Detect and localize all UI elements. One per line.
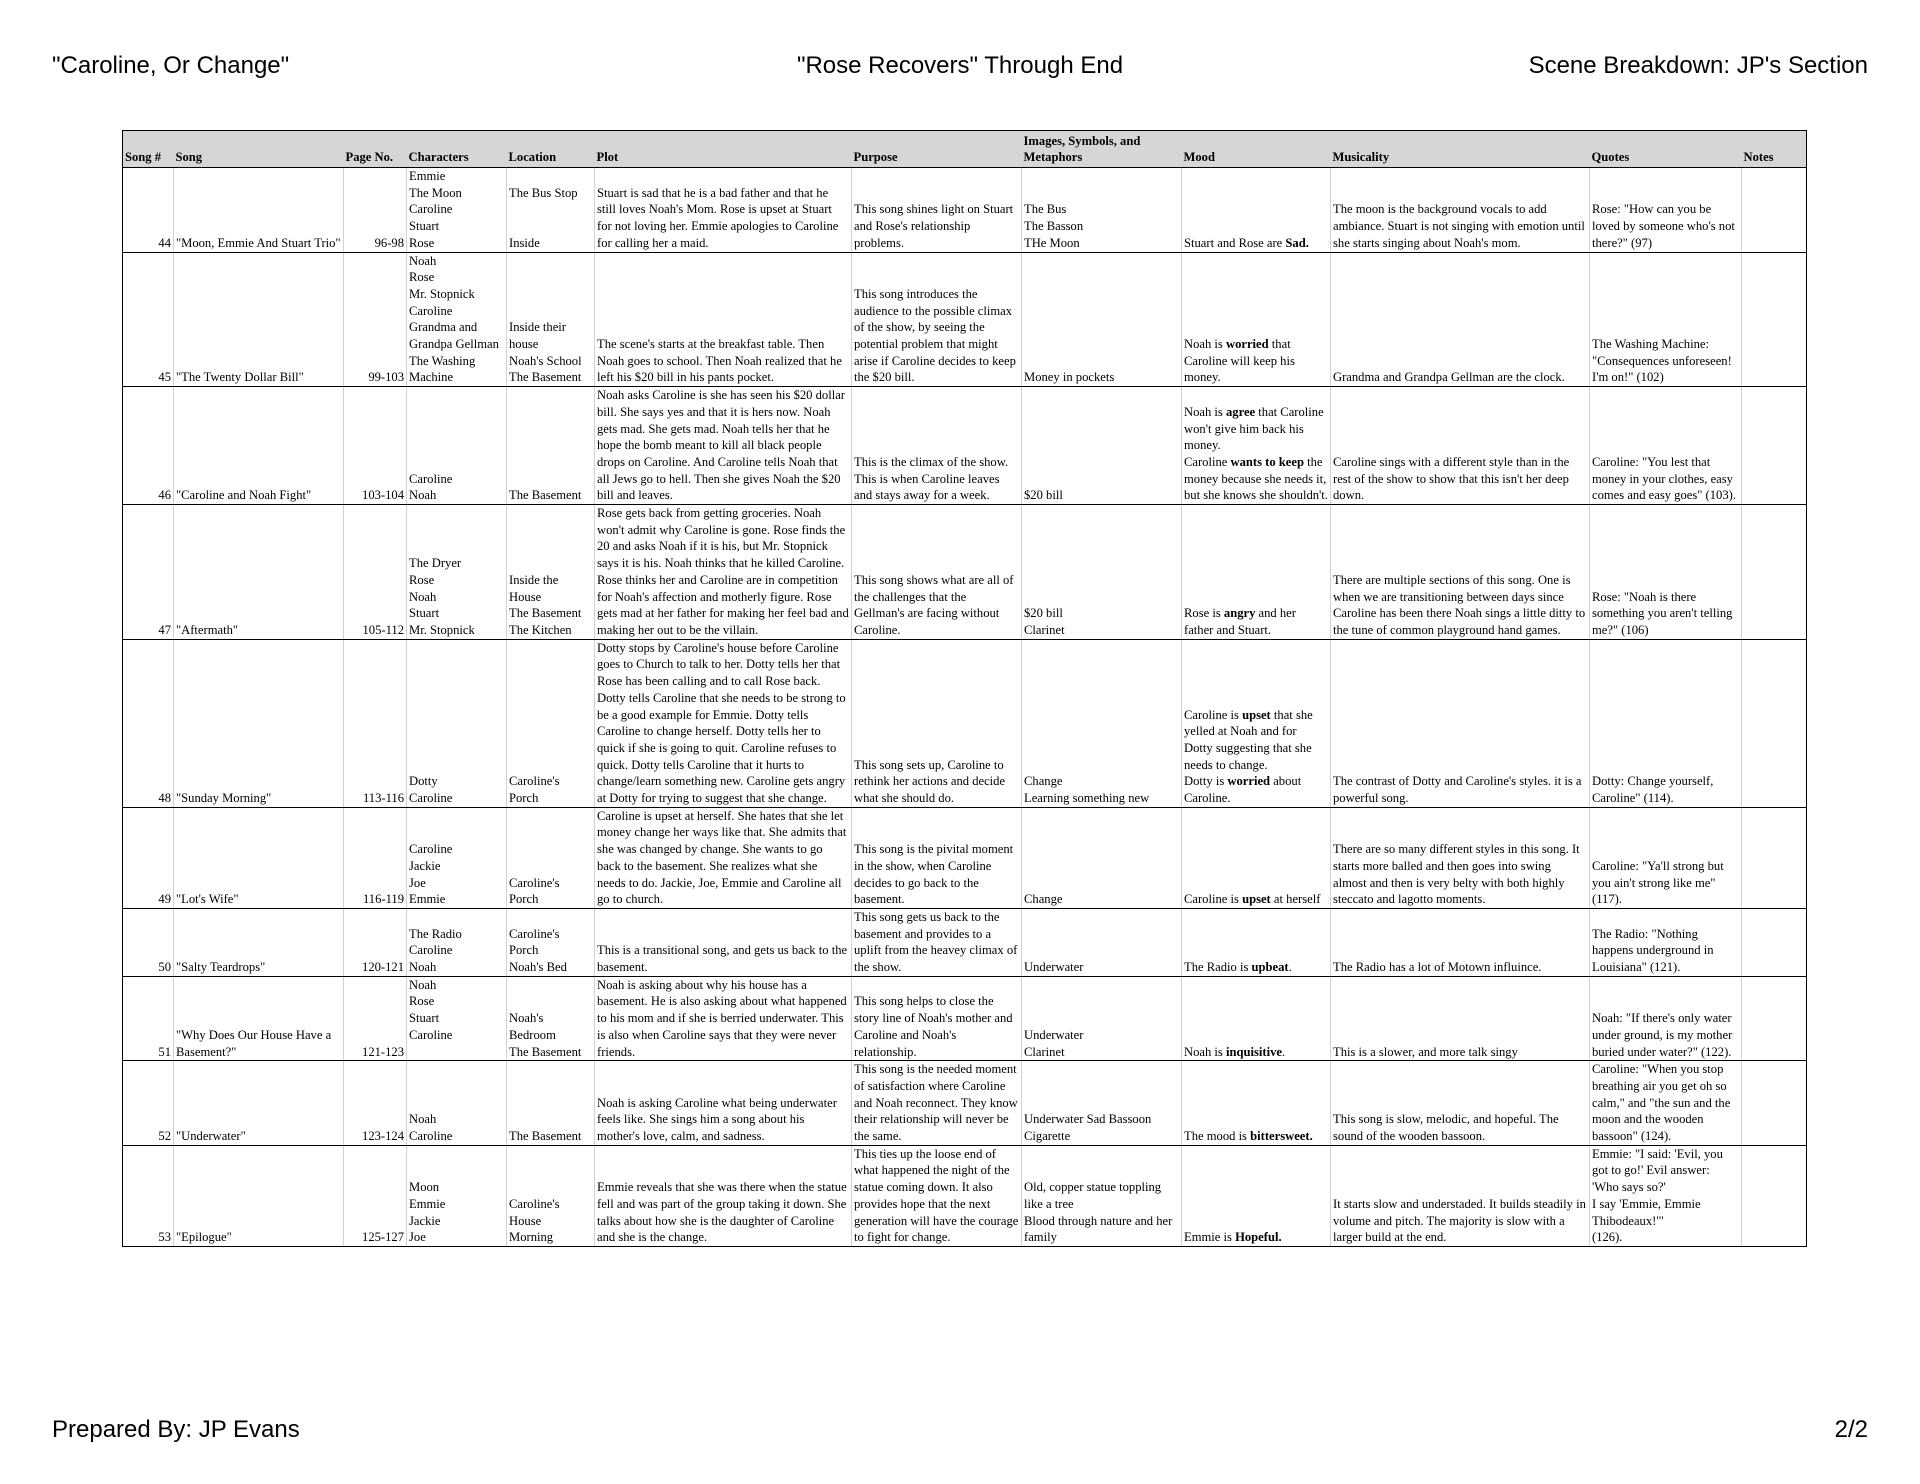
cell-page-numbers: 125-127 bbox=[344, 1145, 407, 1246]
cell-purpose: This is the climax of the show. This is when Caroline leaves and stays away for a week. bbox=[852, 387, 1022, 505]
cell-song-number: 51 bbox=[123, 976, 174, 1061]
mood-emphasis: upset bbox=[1242, 892, 1271, 907]
cell-page-numbers: 113-116 bbox=[344, 639, 407, 807]
cell-quotes: Emmie: "I said: 'Evil, you got to go!' Evil answer: 'Who says so?' I say 'Emmie, Emmie Thibodeaux!'" (126). bbox=[1590, 1145, 1742, 1246]
cell-song-title: "Moon, Emmie And Stuart Trio" bbox=[174, 168, 344, 253]
mood-emphasis: Sad. bbox=[1285, 235, 1309, 250]
col-header-page-no: Page No. bbox=[344, 131, 407, 168]
cell-mood bbox=[1182, 387, 1331, 505]
table-row bbox=[123, 387, 1807, 505]
cell-page-numbers: 105-112 bbox=[344, 505, 407, 640]
table-row bbox=[123, 505, 1807, 640]
cell-plot: Noah is asking about why his house has a basement. He is also asking about what happened to his mom and if she is berried underwater. This is also when Caroline says that they were never friends. bbox=[595, 976, 852, 1061]
cell-plot: This is a transitional song, and gets us back to the basement. bbox=[595, 908, 852, 976]
cell-location: Noah's Bedroom The Basement bbox=[507, 976, 595, 1061]
cell-notes bbox=[1742, 1145, 1807, 1246]
mood-text: Caroline is bbox=[1184, 892, 1243, 907]
cell-characters: Noah Caroline bbox=[407, 1061, 507, 1146]
mood-text: at herself bbox=[1270, 892, 1321, 907]
cell-characters: Caroline Noah bbox=[407, 387, 507, 505]
mood-emphasis: worried bbox=[1225, 337, 1269, 352]
col-header-purpose: Purpose bbox=[852, 131, 1022, 168]
cell-images-symbols: Change bbox=[1022, 807, 1182, 908]
cell-musicality: This song is slow, melodic, and hopeful. The sound of the wooden bassoon. bbox=[1331, 1061, 1590, 1146]
cell-song-title: "Aftermath" bbox=[174, 505, 344, 640]
cell-location: The Bus Stop Inside bbox=[507, 168, 595, 253]
cell-song-number: 45 bbox=[123, 252, 174, 387]
cell-page-numbers: 99-103 bbox=[344, 252, 407, 387]
cell-quotes: Noah: "If there's only water under ground, is my mother buried under water?" (122). bbox=[1590, 976, 1742, 1061]
cell-song-title: "Lot's Wife" bbox=[174, 807, 344, 908]
cell-characters: The Dryer Rose Noah Stuart Mr. Stopnick bbox=[407, 505, 507, 640]
cell-page-numbers: 96-98 bbox=[344, 168, 407, 253]
cell-images-symbols: The Bus The Basson THe Moon bbox=[1022, 168, 1182, 253]
cell-notes bbox=[1742, 908, 1807, 976]
cell-purpose: This song gets us back to the basement and provides to a uplift from the heavey climax of the show. bbox=[852, 908, 1022, 976]
cell-notes bbox=[1742, 976, 1807, 1061]
col-header-plot: Plot bbox=[595, 131, 852, 168]
cell-notes bbox=[1742, 168, 1807, 253]
col-header-song: Song bbox=[174, 131, 344, 168]
mood-text: The mood is bbox=[1184, 1129, 1251, 1144]
cell-characters: Noah Rose Stuart Caroline bbox=[407, 976, 507, 1061]
cell-song-title: "Caroline and Noah Fight" bbox=[174, 387, 344, 505]
mood-text: the money because she needs it, but she knows she shouldn't. bbox=[1184, 454, 1328, 503]
cell-song-number: 47 bbox=[123, 505, 174, 640]
col-header-location: Location bbox=[507, 131, 595, 168]
cell-mood bbox=[1182, 976, 1331, 1061]
mood-emphasis: angry bbox=[1223, 606, 1256, 621]
table-row bbox=[123, 1145, 1807, 1246]
mood-text: Noah is bbox=[1184, 337, 1226, 352]
mood-text: about Caroline. bbox=[1184, 774, 1302, 806]
cell-location: Caroline's House Morning bbox=[507, 1145, 595, 1246]
table-row bbox=[123, 807, 1807, 908]
col-header-mood: Mood bbox=[1182, 131, 1331, 168]
mood-emphasis: wants to keep bbox=[1230, 454, 1304, 469]
cell-mood bbox=[1182, 252, 1331, 387]
cell-notes bbox=[1742, 639, 1807, 807]
cell-page-numbers: 121-123 bbox=[344, 976, 407, 1061]
cell-images-symbols: Change Learning something new bbox=[1022, 639, 1182, 807]
table-row bbox=[123, 976, 1807, 1061]
cell-plot: Noah is asking Caroline what being underwater feels like. She sings him a song about his mother's love, calm, and sadness. bbox=[595, 1061, 852, 1146]
cell-quotes: Caroline: "Ya'll strong but you ain't strong like me" (117). bbox=[1590, 807, 1742, 908]
cell-musicality: Grandma and Grandpa Gellman are the clock. bbox=[1331, 252, 1590, 387]
cell-mood bbox=[1182, 807, 1331, 908]
mood-emphasis: worried bbox=[1227, 774, 1271, 789]
cell-musicality: Caroline sings with a different style than in the rest of the show to show that this isn't her deep down. bbox=[1331, 387, 1590, 505]
mood-text: . bbox=[1281, 1044, 1286, 1059]
mood-text: that Caroline will keep his money. bbox=[1184, 337, 1295, 385]
mood-emphasis: upset bbox=[1242, 707, 1271, 722]
cell-song-title: "Epilogue" bbox=[174, 1145, 344, 1246]
col-header-quotes: Quotes bbox=[1590, 131, 1742, 168]
cell-quotes: The Radio: "Nothing happens underground in Louisiana" (121). bbox=[1590, 908, 1742, 976]
cell-page-numbers: 103-104 bbox=[344, 387, 407, 505]
cell-song-number: 48 bbox=[123, 639, 174, 807]
cell-quotes: Rose: "Noah is there something you aren't telling me?" (106) bbox=[1590, 505, 1742, 640]
cell-quotes: Rose: "How can you be loved by someone who's not there?" (97) bbox=[1590, 168, 1742, 253]
cell-song-number: 53 bbox=[123, 1145, 174, 1246]
cell-images-symbols: $20 bill Clarinet bbox=[1022, 505, 1182, 640]
cell-quotes: Caroline: "When you stop breathing air you get oh so calm," and "the sun and the moon and the wooden bassoon" (124). bbox=[1590, 1061, 1742, 1146]
cell-plot: Caroline is upset at herself. She hates that she let money change her ways like that. She admits that she was changed by change. She wants to go back to the basement. She realizes what she needs to do. Jackie, Joe, Emmie and Caroline all go to church. bbox=[595, 807, 852, 908]
cell-song-title: "Salty Teardrops" bbox=[174, 908, 344, 976]
cell-location: Caroline's Porch Noah's Bed bbox=[507, 908, 595, 976]
cell-characters: The Radio Caroline Noah bbox=[407, 908, 507, 976]
cell-images-symbols: Underwater Clarinet bbox=[1022, 976, 1182, 1061]
mood-text: Noah is bbox=[1184, 1044, 1226, 1059]
cell-plot: Stuart is sad that he is a bad father and that he still loves Noah's Mom. Rose is upset at Stuart for not loving her. Emmie apologies to Caroline for calling her a maid. bbox=[595, 168, 852, 253]
cell-musicality: The contrast of Dotty and Caroline's styles. it is a powerful song. bbox=[1331, 639, 1590, 807]
cell-images-symbols: Money in pockets bbox=[1022, 252, 1182, 387]
cell-page-numbers: 123-124 bbox=[344, 1061, 407, 1146]
mood-emphasis: Hopeful. bbox=[1235, 1230, 1282, 1245]
cell-images-symbols: Old, copper statue toppling like a tree Blood through nature and her family bbox=[1022, 1145, 1182, 1246]
cell-location: Inside the House The Basement The Kitchen bbox=[507, 505, 595, 640]
mood-text: Stuart and Rose are bbox=[1184, 235, 1286, 250]
cell-musicality: The Radio has a lot of Motown influince. bbox=[1331, 908, 1590, 976]
cell-song-number: 52 bbox=[123, 1061, 174, 1146]
prepared-by: Prepared By: JP Evans bbox=[52, 1416, 300, 1443]
cell-images-symbols: Underwater bbox=[1022, 908, 1182, 976]
mood-emphasis: agree bbox=[1225, 404, 1256, 419]
cell-notes bbox=[1742, 387, 1807, 505]
mood-text: and her father and Stuart. bbox=[1184, 606, 1296, 637]
cell-song-number: 44 bbox=[123, 168, 174, 253]
mood-text: . bbox=[1288, 960, 1292, 975]
cell-location: Inside their house Noah's School The Basement bbox=[507, 252, 595, 387]
cell-location: The Basement bbox=[507, 1061, 595, 1146]
cell-song-title: "Why Does Our House Have a Basement?" bbox=[174, 976, 344, 1061]
cell-characters: Emmie The Moon Caroline Stuart Rose bbox=[407, 168, 507, 253]
cell-song-number: 49 bbox=[123, 807, 174, 908]
cell-notes bbox=[1742, 505, 1807, 640]
mood-emphasis: inquisitive bbox=[1225, 1044, 1282, 1059]
cell-quotes: Caroline: "You lest that money in your clothes, easy comes and easy goes" (103). bbox=[1590, 387, 1742, 505]
table-row bbox=[123, 168, 1807, 253]
cell-location: The Basement bbox=[507, 387, 595, 505]
cell-notes bbox=[1742, 807, 1807, 908]
cell-purpose: This song shows what are all of the challenges that the Gellman's are facing without Caroline. bbox=[852, 505, 1022, 640]
cell-mood bbox=[1182, 908, 1331, 976]
cell-song-title: "Underwater" bbox=[174, 1061, 344, 1146]
col-header-song-number: Song # bbox=[123, 131, 174, 168]
cell-musicality: It starts slow and understaded. It builds steadily in volume and pitch. The majority is slow with a larger build at the end. bbox=[1331, 1145, 1590, 1246]
cell-song-title: "Sunday Morning" bbox=[174, 639, 344, 807]
cell-characters: Caroline Jackie Joe Emmie bbox=[407, 807, 507, 908]
section-title: "Rose Recovers" Through End bbox=[796, 52, 1124, 79]
mood-emphasis: upbeat bbox=[1251, 960, 1289, 975]
mood-emphasis: bittersweet. bbox=[1250, 1129, 1313, 1144]
cell-musicality: This is a slower, and more talk singy bbox=[1331, 976, 1590, 1061]
cell-quotes: Dotty: Change yourself, Caroline" (114). bbox=[1590, 639, 1742, 807]
document-title: "Caroline, Or Change" bbox=[52, 52, 290, 79]
cell-quotes: The Washing Machine: "Consequences unforeseen! I'm on!" (102) bbox=[1590, 252, 1742, 387]
table-row bbox=[123, 1061, 1807, 1146]
cell-musicality: There are multiple sections of this song. One is when we are transitioning between days since Caroline has been there Noah sings a little ditty to the tune of common playground hand games. bbox=[1331, 505, 1590, 640]
cell-purpose: This song shines light on Stuart and Rose's relationship problems. bbox=[852, 168, 1022, 253]
cell-page-numbers: 116-119 bbox=[344, 807, 407, 908]
col-header-characters: Characters bbox=[407, 131, 507, 168]
table-row bbox=[123, 252, 1807, 387]
cell-purpose: This song is the needed moment of satisfaction where Caroline and Noah reconnect. They know their relationship will never be the same. bbox=[852, 1061, 1022, 1146]
col-header-notes: Notes bbox=[1742, 131, 1807, 168]
cell-plot: Emmie reveals that she was there when the statue fell and was part of the group taking it down. She talks about how she is the daughter of Caroline and she is the change. bbox=[595, 1145, 852, 1246]
cell-mood bbox=[1182, 1145, 1331, 1246]
col-header-musicality: Musicality bbox=[1331, 131, 1590, 168]
cell-plot: The scene's starts at the breakfast table. Then Noah goes to school. Then Noah realized that he left his $20 bill in his pants pocket. bbox=[595, 252, 852, 387]
table-row bbox=[123, 639, 1807, 807]
cell-images-symbols: $20 bill bbox=[1022, 387, 1182, 505]
cell-song-number: 50 bbox=[123, 908, 174, 976]
cell-notes bbox=[1742, 252, 1807, 387]
cell-plot: Rose gets back from getting groceries. Noah won't admit why Caroline is gone. Rose finds the 20 and asks Noah if it is his, but Mr. Stopnick says it is his. Noah thinks that he killed Caroline. Rose thinks her and Caroline are in competition for Noah's affection and motherly figure. Rose gets mad at her father for making her feel bad and making her out to be the villain. bbox=[595, 505, 852, 640]
cell-mood bbox=[1182, 639, 1331, 807]
cell-images-symbols: Underwater Sad Bassoon Cigarette bbox=[1022, 1061, 1182, 1146]
cell-notes bbox=[1742, 1061, 1807, 1146]
mood-text: Noah is bbox=[1184, 404, 1226, 419]
cell-purpose: This song sets up, Caroline to rethink her actions and decide what she should do. bbox=[852, 639, 1022, 807]
cell-purpose: This song helps to close the story line of Noah's mother and Caroline and Noah's relationship. bbox=[852, 976, 1022, 1061]
cell-characters: Noah Rose Mr. Stopnick Caroline Grandma and Grandpa Gellman The Washing Machine bbox=[407, 252, 507, 387]
mood-text: Emmie is bbox=[1184, 1230, 1236, 1245]
cell-plot: Noah asks Caroline is she has seen his $20 dollar bill. She says yes and that it is hers now. Noah gets mad. She gets mad. Noah tells her that he hope the bomb meant to kill all black people drops on Caroline. And Caroline tells Noah that all Jews go to hell. Then she gives Noah the $20 bill and leaves. bbox=[595, 387, 852, 505]
cell-location: Caroline's Porch bbox=[507, 807, 595, 908]
page-number: 2/2 bbox=[1834, 1416, 1868, 1443]
cell-characters: Moon Emmie Jackie Joe bbox=[407, 1145, 507, 1246]
cell-mood bbox=[1182, 505, 1331, 640]
mood-text: Caroline is bbox=[1184, 707, 1243, 722]
cell-purpose: This song is the pivital moment in the show, when Caroline decides to go back to the basement. bbox=[852, 807, 1022, 908]
cell-plot: Dotty stops by Caroline's house before Caroline goes to Church to talk to her. Dotty tells her that Rose has been calling and to call Rose back. Dotty tells Caroline that she needs to be strong to be a good example for Emmie. Dotty tells Caroline to change herself. Dotty tells her to quick if she is going to quit. Caroline refuses to quick. Dotty tells Caroline that it hurts to change/learn something new. Caroline gets angry at Dotty for trying to suggest that she change. bbox=[595, 639, 852, 807]
mood-text: that she yelled at Noah and for Dotty suggesting that she needs to change. Dotty is bbox=[1184, 707, 1313, 789]
table-row bbox=[123, 908, 1807, 976]
col-header-images-symbols: Images, Symbols, and Metaphors bbox=[1022, 131, 1182, 168]
cell-purpose: This song introduces the audience to the possible climax of the show, by seeing the potential problem that might arise if Caroline decides to keep the $20 bill. bbox=[852, 252, 1022, 387]
cell-song-title: "The Twenty Dollar Bill" bbox=[174, 252, 344, 387]
cell-musicality: There are so many different styles in this song. It starts more balled and then goes into swing almost and then is very belty with both highly steccato and lagotto moments. bbox=[1331, 807, 1590, 908]
table-header-row bbox=[123, 131, 1807, 168]
cell-characters: Dotty Caroline bbox=[407, 639, 507, 807]
cell-mood bbox=[1182, 168, 1331, 253]
cell-page-numbers: 120-121 bbox=[344, 908, 407, 976]
cell-mood bbox=[1182, 1061, 1331, 1146]
mood-text: The Radio is bbox=[1184, 960, 1252, 975]
mood-text: Rose is bbox=[1184, 606, 1224, 621]
cell-song-number: 46 bbox=[123, 387, 174, 505]
cell-location: Caroline's Porch bbox=[507, 639, 595, 807]
cell-musicality: The moon is the background vocals to add ambiance. Stuart is not singing with emotion until she starts singing about Noah's mom. bbox=[1331, 168, 1590, 253]
breakdown-title: Scene Breakdown: JP's Section bbox=[1528, 52, 1868, 79]
mood-text: that Caroline won't give him back his money. Caroline bbox=[1184, 404, 1324, 469]
cell-purpose: This ties up the loose end of what happened the night of the statue coming down. It also provides hope that the next generation will have the courage to fight for change. bbox=[852, 1145, 1022, 1246]
scene-breakdown-table bbox=[122, 130, 1807, 1247]
